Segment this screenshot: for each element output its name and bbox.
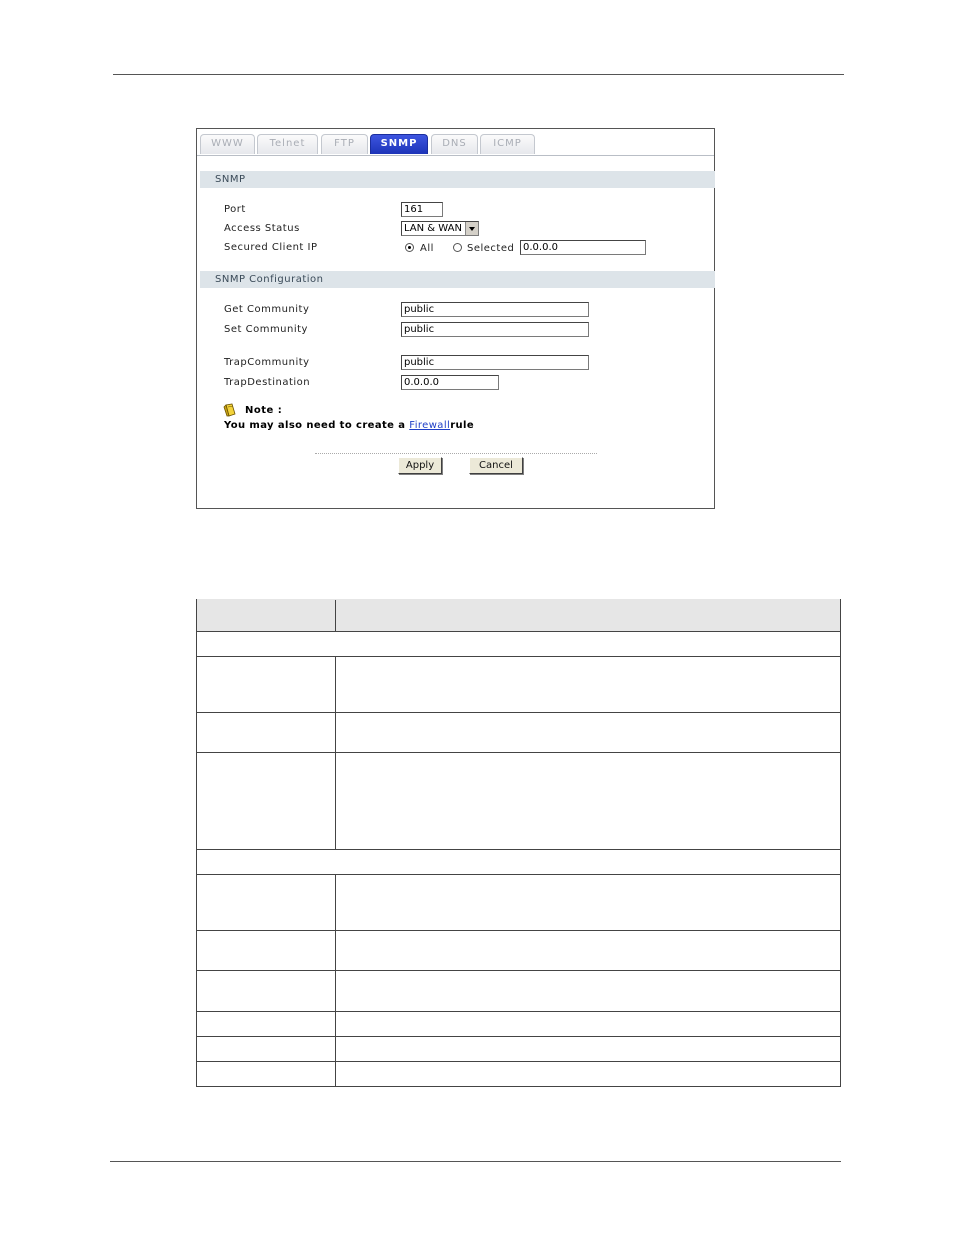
access-status-label: Access Status: [224, 223, 300, 234]
trap-destination-label: TrapDestination: [224, 377, 311, 388]
set-community-label: Set Community: [224, 324, 308, 335]
trap-community-label: TrapCommunity: [224, 357, 310, 368]
selected-ip-input[interactable]: 0.0.0.0: [520, 240, 646, 255]
firewall-link[interactable]: Firewall: [409, 420, 451, 431]
secured-client-ip-label: Secured Client IP: [224, 242, 318, 253]
trap-destination-input[interactable]: 0.0.0.0: [401, 375, 499, 390]
table-row: [197, 1036, 840, 1061]
table-column-divider: [335, 600, 336, 631]
table-row: [197, 1011, 840, 1036]
radio-all[interactable]: [405, 243, 414, 252]
table-header-row: [197, 599, 840, 631]
page-header-rule: [113, 74, 844, 75]
table-section-row: [197, 849, 840, 874]
table-column-divider: [335, 874, 336, 1086]
radio-selected[interactable]: [453, 243, 462, 252]
tab-dns[interactable]: DNS: [431, 134, 478, 154]
table-section-row: [197, 631, 840, 656]
radio-all-selected-dot: [408, 246, 411, 249]
tab-bar: [197, 129, 714, 156]
table-row: [197, 874, 840, 930]
tab-ftp[interactable]: FTP: [321, 134, 368, 154]
chevron-down-icon[interactable]: [465, 222, 478, 235]
button-divider: [315, 453, 597, 454]
radio-selected-label: Selected: [467, 243, 515, 254]
table-row: [197, 930, 840, 970]
table-row: [197, 970, 840, 1011]
field-description-table: [196, 599, 841, 1087]
snmp-section-title: SNMP: [215, 174, 246, 185]
tab-snmp[interactable]: SNMP: [370, 134, 428, 154]
table-row: [197, 712, 840, 752]
tab-www[interactable]: WWW: [200, 134, 255, 154]
tab-icmp[interactable]: ICMP: [480, 134, 535, 154]
get-community-input[interactable]: public: [401, 302, 589, 317]
trap-community-input[interactable]: public: [401, 355, 589, 370]
access-status-value: LAN & WAN: [404, 223, 462, 234]
snmp-section-header: [200, 171, 715, 188]
note-title: Note :: [245, 405, 283, 416]
note-text-after: rule: [450, 420, 475, 431]
port-label: Port: [224, 204, 246, 215]
cancel-button[interactable]: Cancel: [469, 457, 523, 474]
tab-telnet[interactable]: Telnet: [257, 134, 318, 154]
snmp-config-section-title: SNMP Configuration: [215, 274, 324, 285]
set-community-input[interactable]: public: [401, 322, 589, 337]
table-column-divider: [335, 656, 336, 849]
note-text-before: You may also need to create a: [224, 420, 410, 431]
note-icon: [223, 403, 238, 418]
snmp-config-section-header: [200, 271, 715, 288]
radio-all-label: All: [420, 243, 434, 254]
table-row: [197, 656, 840, 712]
access-status-select[interactable]: [401, 221, 479, 236]
snmp-settings-panel: [196, 128, 715, 509]
table-row: [197, 1061, 840, 1086]
note-text: [224, 420, 474, 431]
table-row: [197, 752, 840, 849]
port-input[interactable]: 161: [401, 202, 443, 217]
get-community-label: Get Community: [224, 304, 310, 315]
apply-button[interactable]: Apply: [398, 457, 442, 474]
page-footer-rule: [110, 1161, 841, 1162]
